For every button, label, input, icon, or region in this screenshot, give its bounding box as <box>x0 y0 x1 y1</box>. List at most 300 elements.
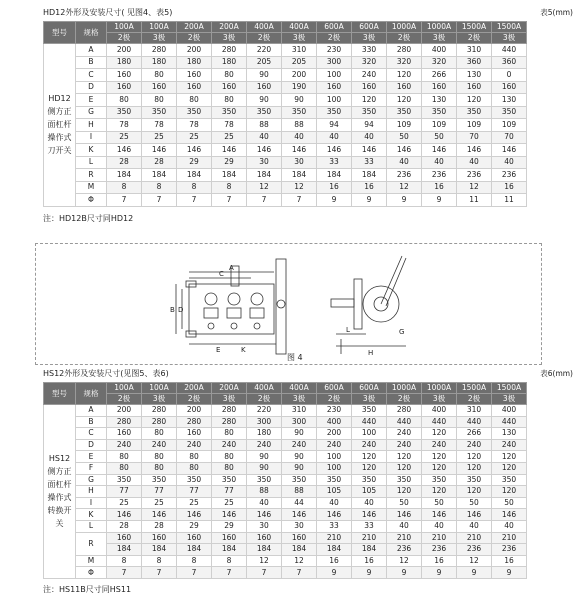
value-cell: 120 <box>352 94 387 107</box>
value-cell: 8 <box>142 555 177 567</box>
value-cell: 40 <box>422 520 457 532</box>
value-cell: 7 <box>142 194 177 207</box>
pole-count-header: 3极 <box>282 394 317 405</box>
value-cell: 120 <box>387 94 422 107</box>
current-rating-header: 600A <box>317 22 352 33</box>
table-row <box>44 144 527 157</box>
pole-count-header: 3极 <box>492 33 527 44</box>
value-cell: 184 <box>142 169 177 182</box>
value-cell: 120 <box>387 69 422 82</box>
value-cell: 160 <box>317 81 352 94</box>
value-cell: 29 <box>177 520 212 532</box>
table-row <box>44 56 527 69</box>
value-cell: 40 <box>317 131 352 144</box>
current-rating-header: 600A <box>352 22 387 33</box>
table-row <box>44 486 527 498</box>
value-cell: 25 <box>107 131 142 144</box>
dimension-label-cell: K <box>76 509 107 521</box>
table-row <box>44 451 527 463</box>
value-cell: 12 <box>282 181 317 194</box>
value-cell: 8 <box>107 181 142 194</box>
value-cell: 360 <box>492 56 527 69</box>
current-rating-header: 400A <box>282 383 317 394</box>
dimension-label-cell: C <box>76 69 107 82</box>
value-cell: 160 <box>387 81 422 94</box>
model-header: 型号 <box>44 22 76 44</box>
value-cell: 350 <box>457 106 492 119</box>
value-cell: 90 <box>247 94 282 107</box>
value-cell: 80 <box>142 94 177 107</box>
value-cell: 94 <box>352 119 387 132</box>
value-cell: 146 <box>387 144 422 157</box>
value-cell: 146 <box>457 509 492 521</box>
value-cell: 40 <box>387 156 422 169</box>
value-cell: 280 <box>212 405 247 417</box>
value-cell: 146 <box>107 509 142 521</box>
pole-count-header: 2极 <box>457 33 492 44</box>
table2-note: 注：HS11B尺寸同HS11 <box>43 585 132 594</box>
value-cell: 50 <box>422 497 457 509</box>
value-cell: 160 <box>142 532 177 544</box>
value-cell: 109 <box>457 119 492 132</box>
value-cell: 200 <box>177 44 212 57</box>
value-cell: 350 <box>282 474 317 486</box>
value-cell: 400 <box>422 44 457 57</box>
value-cell: 80 <box>142 428 177 440</box>
value-cell: 25 <box>177 131 212 144</box>
current-rating-header: 400A <box>282 22 317 33</box>
value-cell: 190 <box>282 81 317 94</box>
current-rating-header: 1500A <box>492 383 527 394</box>
dim-label-h: H <box>368 349 374 357</box>
value-cell: 80 <box>212 428 247 440</box>
dimension-label-cell: I <box>76 131 107 144</box>
value-cell: 120 <box>492 462 527 474</box>
value-cell: 40 <box>422 156 457 169</box>
value-cell: 240 <box>457 439 492 451</box>
value-cell: 109 <box>492 119 527 132</box>
value-cell: 100 <box>317 94 352 107</box>
current-rating-header: 200A <box>212 22 247 33</box>
value-cell: 400 <box>317 416 352 428</box>
value-cell: 100 <box>317 69 352 82</box>
value-cell: 350 <box>212 474 247 486</box>
value-cell: 33 <box>317 156 352 169</box>
value-cell: 160 <box>422 81 457 94</box>
value-cell: 9 <box>492 567 527 579</box>
value-cell: 236 <box>492 169 527 182</box>
value-cell: 160 <box>142 81 177 94</box>
value-cell: 50 <box>492 497 527 509</box>
current-rating-header: 1500A <box>492 22 527 33</box>
value-cell: 9 <box>352 194 387 207</box>
pole-count-header: 3极 <box>282 33 317 44</box>
pole-count-header: 2极 <box>107 33 142 44</box>
value-cell: 90 <box>247 462 282 474</box>
value-cell: 30 <box>247 520 282 532</box>
value-cell: 146 <box>142 144 177 157</box>
value-cell: 7 <box>177 194 212 207</box>
current-rating-header: 600A <box>317 383 352 394</box>
dimension-label-cell: G <box>76 474 107 486</box>
value-cell: 350 <box>492 106 527 119</box>
dimension-label-cell: H <box>76 486 107 498</box>
current-rating-header: 1500A <box>457 383 492 394</box>
value-cell: 240 <box>387 428 422 440</box>
value-cell: 12 <box>282 555 317 567</box>
value-cell: 400 <box>492 405 527 417</box>
pole-count-header: 3极 <box>422 394 457 405</box>
value-cell: 7 <box>107 567 142 579</box>
value-cell: 350 <box>247 474 282 486</box>
value-cell: 90 <box>282 451 317 463</box>
value-cell: 350 <box>107 106 142 119</box>
current-rating-header: 200A <box>212 383 247 394</box>
table-row <box>44 169 527 182</box>
value-cell: 180 <box>107 56 142 69</box>
value-cell: 25 <box>212 131 247 144</box>
value-cell: 280 <box>387 44 422 57</box>
value-cell: 16 <box>317 555 352 567</box>
value-cell: 300 <box>317 56 352 69</box>
value-cell: 40 <box>492 156 527 169</box>
value-cell: 8 <box>107 555 142 567</box>
value-cell: 16 <box>352 555 387 567</box>
value-cell: 184 <box>212 169 247 182</box>
value-cell: 80 <box>142 69 177 82</box>
value-cell: 78 <box>107 119 142 132</box>
table-row <box>44 94 527 107</box>
table1-note: 注：HD12B尺寸同HD12 <box>43 214 134 223</box>
value-cell: 16 <box>352 181 387 194</box>
value-cell: 120 <box>457 462 492 474</box>
dimension-label-cell: C <box>76 428 107 440</box>
dimension-label-cell: A <box>76 44 107 57</box>
value-cell: 440 <box>492 44 527 57</box>
value-cell: 440 <box>492 416 527 428</box>
dimension-label-cell: A <box>76 405 107 417</box>
value-cell: 88 <box>282 486 317 498</box>
value-cell: 80 <box>212 69 247 82</box>
value-cell: 146 <box>457 144 492 157</box>
value-cell: 160 <box>492 81 527 94</box>
value-cell: 90 <box>247 69 282 82</box>
value-cell: 210 <box>317 532 352 544</box>
value-cell: 160 <box>247 81 282 94</box>
value-cell: 8 <box>142 181 177 194</box>
current-rating-header: 1500A <box>457 22 492 33</box>
table2-caption: HS12外形及安装尺寸(见图5、表6) <box>43 369 169 378</box>
dimension-label-cell: G <box>76 106 107 119</box>
value-cell: 146 <box>317 144 352 157</box>
dimension-label-cell: L <box>76 156 107 169</box>
value-cell: 120 <box>457 486 492 498</box>
value-cell: 120 <box>352 451 387 463</box>
pole-count-header: 3极 <box>142 394 177 405</box>
value-cell: 240 <box>387 439 422 451</box>
value-cell: 9 <box>387 194 422 207</box>
value-cell: 80 <box>212 462 247 474</box>
dim-label-a: A <box>229 264 234 272</box>
dimension-label-cell: E <box>76 451 107 463</box>
value-cell: 350 <box>107 474 142 486</box>
value-cell: 90 <box>282 428 317 440</box>
value-cell: 100 <box>352 428 387 440</box>
value-cell: 200 <box>107 405 142 417</box>
value-cell: 320 <box>387 56 422 69</box>
value-cell: 80 <box>177 451 212 463</box>
value-cell: 90 <box>282 94 317 107</box>
value-cell: 120 <box>457 94 492 107</box>
value-cell: 240 <box>422 439 457 451</box>
value-cell: 310 <box>282 44 317 57</box>
value-cell: 88 <box>282 119 317 132</box>
table-row <box>44 194 527 207</box>
table-row <box>44 181 527 194</box>
value-cell: 40 <box>282 131 317 144</box>
current-rating-header: 100A <box>142 383 177 394</box>
value-cell: 200 <box>107 44 142 57</box>
value-cell: 184 <box>282 544 317 556</box>
value-cell: 200 <box>317 428 352 440</box>
value-cell: 146 <box>247 509 282 521</box>
value-cell: 210 <box>457 532 492 544</box>
value-cell: 160 <box>282 532 317 544</box>
value-cell: 146 <box>212 144 247 157</box>
table-row <box>44 497 527 509</box>
value-cell: 236 <box>457 544 492 556</box>
current-rating-header: 100A <box>107 383 142 394</box>
value-cell: 160 <box>177 81 212 94</box>
value-cell: 16 <box>422 555 457 567</box>
value-cell: 100 <box>317 462 352 474</box>
value-cell: 40 <box>492 520 527 532</box>
pole-count-header: 3极 <box>492 394 527 405</box>
value-cell: 146 <box>142 509 177 521</box>
dimension-label-cell: M <box>76 181 107 194</box>
value-cell: 146 <box>107 144 142 157</box>
pole-count-header: 3极 <box>422 33 457 44</box>
value-cell: 184 <box>352 169 387 182</box>
pole-count-header: 2极 <box>317 394 352 405</box>
value-cell: 236 <box>387 169 422 182</box>
value-cell: 350 <box>282 106 317 119</box>
value-cell: 7 <box>247 567 282 579</box>
value-cell: 130 <box>492 428 527 440</box>
value-cell: 25 <box>142 497 177 509</box>
value-cell: 300 <box>247 416 282 428</box>
value-cell: 40 <box>247 497 282 509</box>
table-row <box>44 532 527 544</box>
value-cell: 236 <box>387 544 422 556</box>
value-cell: 266 <box>422 69 457 82</box>
hd12-dimension-table <box>43 21 527 207</box>
table-row <box>44 439 527 451</box>
value-cell: 8 <box>212 555 247 567</box>
value-cell: 280 <box>177 416 212 428</box>
value-cell: 88 <box>247 119 282 132</box>
pole-count-header: 3极 <box>212 33 247 44</box>
value-cell: 109 <box>387 119 422 132</box>
table-row <box>44 119 527 132</box>
pole-count-header: 2极 <box>317 33 352 44</box>
table-row <box>44 520 527 532</box>
value-cell: 240 <box>107 439 142 451</box>
value-cell: 230 <box>317 405 352 417</box>
value-cell: 0 <box>492 69 527 82</box>
value-cell: 236 <box>492 544 527 556</box>
value-cell: 184 <box>142 544 177 556</box>
value-cell: 7 <box>107 194 142 207</box>
value-cell: 280 <box>142 44 177 57</box>
value-cell: 266 <box>457 428 492 440</box>
value-cell: 240 <box>352 69 387 82</box>
value-cell: 120 <box>422 451 457 463</box>
value-cell: 12 <box>247 555 282 567</box>
value-cell: 90 <box>282 462 317 474</box>
pole-count-header: 2极 <box>387 394 422 405</box>
value-cell: 146 <box>352 144 387 157</box>
value-cell: 350 <box>247 106 282 119</box>
current-rating-header: 1000A <box>387 383 422 394</box>
value-cell: 30 <box>247 156 282 169</box>
value-cell: 40 <box>387 520 422 532</box>
value-cell: 280 <box>142 405 177 417</box>
value-cell: 236 <box>422 544 457 556</box>
value-cell: 16 <box>492 555 527 567</box>
figure-4-frame <box>35 243 542 365</box>
table1-unit: 表5(mm) <box>540 8 573 17</box>
value-cell: 7 <box>247 194 282 207</box>
dim-label-g: G <box>399 328 405 336</box>
value-cell: 240 <box>177 439 212 451</box>
value-cell: 25 <box>107 497 142 509</box>
value-cell: 70 <box>457 131 492 144</box>
value-cell: 210 <box>422 532 457 544</box>
value-cell: 80 <box>177 94 212 107</box>
table-row <box>44 567 527 579</box>
value-cell: 330 <box>352 44 387 57</box>
value-cell: 350 <box>387 106 422 119</box>
dim-label-e: E <box>216 346 221 354</box>
value-cell: 350 <box>317 474 352 486</box>
value-cell: 80 <box>212 451 247 463</box>
value-cell: 80 <box>177 462 212 474</box>
value-cell: 12 <box>457 181 492 194</box>
pole-count-header: 3极 <box>142 33 177 44</box>
value-cell: 9 <box>422 194 457 207</box>
value-cell: 8 <box>177 181 212 194</box>
value-cell: 240 <box>212 439 247 451</box>
value-cell: 280 <box>212 416 247 428</box>
value-cell: 30 <box>282 156 317 169</box>
table-row <box>44 474 527 486</box>
value-cell: 350 <box>422 474 457 486</box>
value-cell: 77 <box>142 486 177 498</box>
dimension-label-cell: Φ <box>76 194 107 207</box>
value-cell: 280 <box>107 416 142 428</box>
pole-count-header: 2极 <box>457 394 492 405</box>
dimension-label-cell: B <box>76 56 107 69</box>
table-row <box>44 131 527 144</box>
value-cell: 230 <box>317 44 352 57</box>
value-cell: 16 <box>317 181 352 194</box>
current-rating-header: 400A <box>247 383 282 394</box>
pole-count-header: 3极 <box>352 394 387 405</box>
value-cell: 320 <box>352 56 387 69</box>
value-cell: 160 <box>177 69 212 82</box>
value-cell: 160 <box>457 81 492 94</box>
value-cell: 7 <box>282 567 317 579</box>
figure-4-label: 图 4 <box>287 353 303 362</box>
value-cell: 350 <box>352 106 387 119</box>
value-cell: 28 <box>107 156 142 169</box>
dim-label-b: B <box>170 306 175 314</box>
value-cell: 70 <box>492 131 527 144</box>
table-row <box>44 509 527 521</box>
dimension-label-cell: D <box>76 439 107 451</box>
model-header: 型号 <box>44 383 76 405</box>
value-cell: 180 <box>247 428 282 440</box>
value-cell: 184 <box>247 544 282 556</box>
value-cell: 180 <box>177 56 212 69</box>
current-rating-header: 200A <box>177 22 212 33</box>
value-cell: 210 <box>352 532 387 544</box>
value-cell: 28 <box>142 156 177 169</box>
current-rating-header: 600A <box>352 383 387 394</box>
value-cell: 310 <box>457 405 492 417</box>
front-base-plate <box>189 284 274 334</box>
value-cell: 77 <box>107 486 142 498</box>
value-cell: 184 <box>317 544 352 556</box>
value-cell: 12 <box>457 555 492 567</box>
value-cell: 8 <box>177 555 212 567</box>
value-cell: 80 <box>107 462 142 474</box>
value-cell: 50 <box>387 131 422 144</box>
value-cell: 160 <box>107 532 142 544</box>
table-row <box>44 69 527 82</box>
value-cell: 240 <box>492 439 527 451</box>
value-cell: 33 <box>317 520 352 532</box>
switch-outline-drawing <box>36 244 541 364</box>
value-cell: 25 <box>177 497 212 509</box>
table-row <box>44 405 527 417</box>
value-cell: 146 <box>177 509 212 521</box>
value-cell: 205 <box>247 56 282 69</box>
value-cell: 184 <box>107 544 142 556</box>
value-cell: 160 <box>352 81 387 94</box>
value-cell: 7 <box>212 194 247 207</box>
value-cell: 360 <box>457 56 492 69</box>
value-cell: 109 <box>422 119 457 132</box>
value-cell: 310 <box>457 44 492 57</box>
value-cell: 146 <box>387 509 422 521</box>
value-cell: 240 <box>142 439 177 451</box>
dimension-label-cell: H <box>76 119 107 132</box>
current-rating-header: 200A <box>177 383 212 394</box>
value-cell: 120 <box>387 451 422 463</box>
value-cell: 160 <box>177 532 212 544</box>
current-rating-header: 100A <box>142 22 177 33</box>
value-cell: 146 <box>422 144 457 157</box>
current-rating-header: 1000A <box>422 383 457 394</box>
table-row <box>44 555 527 567</box>
dimension-label-cell: F <box>76 462 107 474</box>
value-cell: 350 <box>422 106 457 119</box>
value-cell: 94 <box>317 119 352 132</box>
table-row <box>44 462 527 474</box>
value-cell: 120 <box>422 462 457 474</box>
